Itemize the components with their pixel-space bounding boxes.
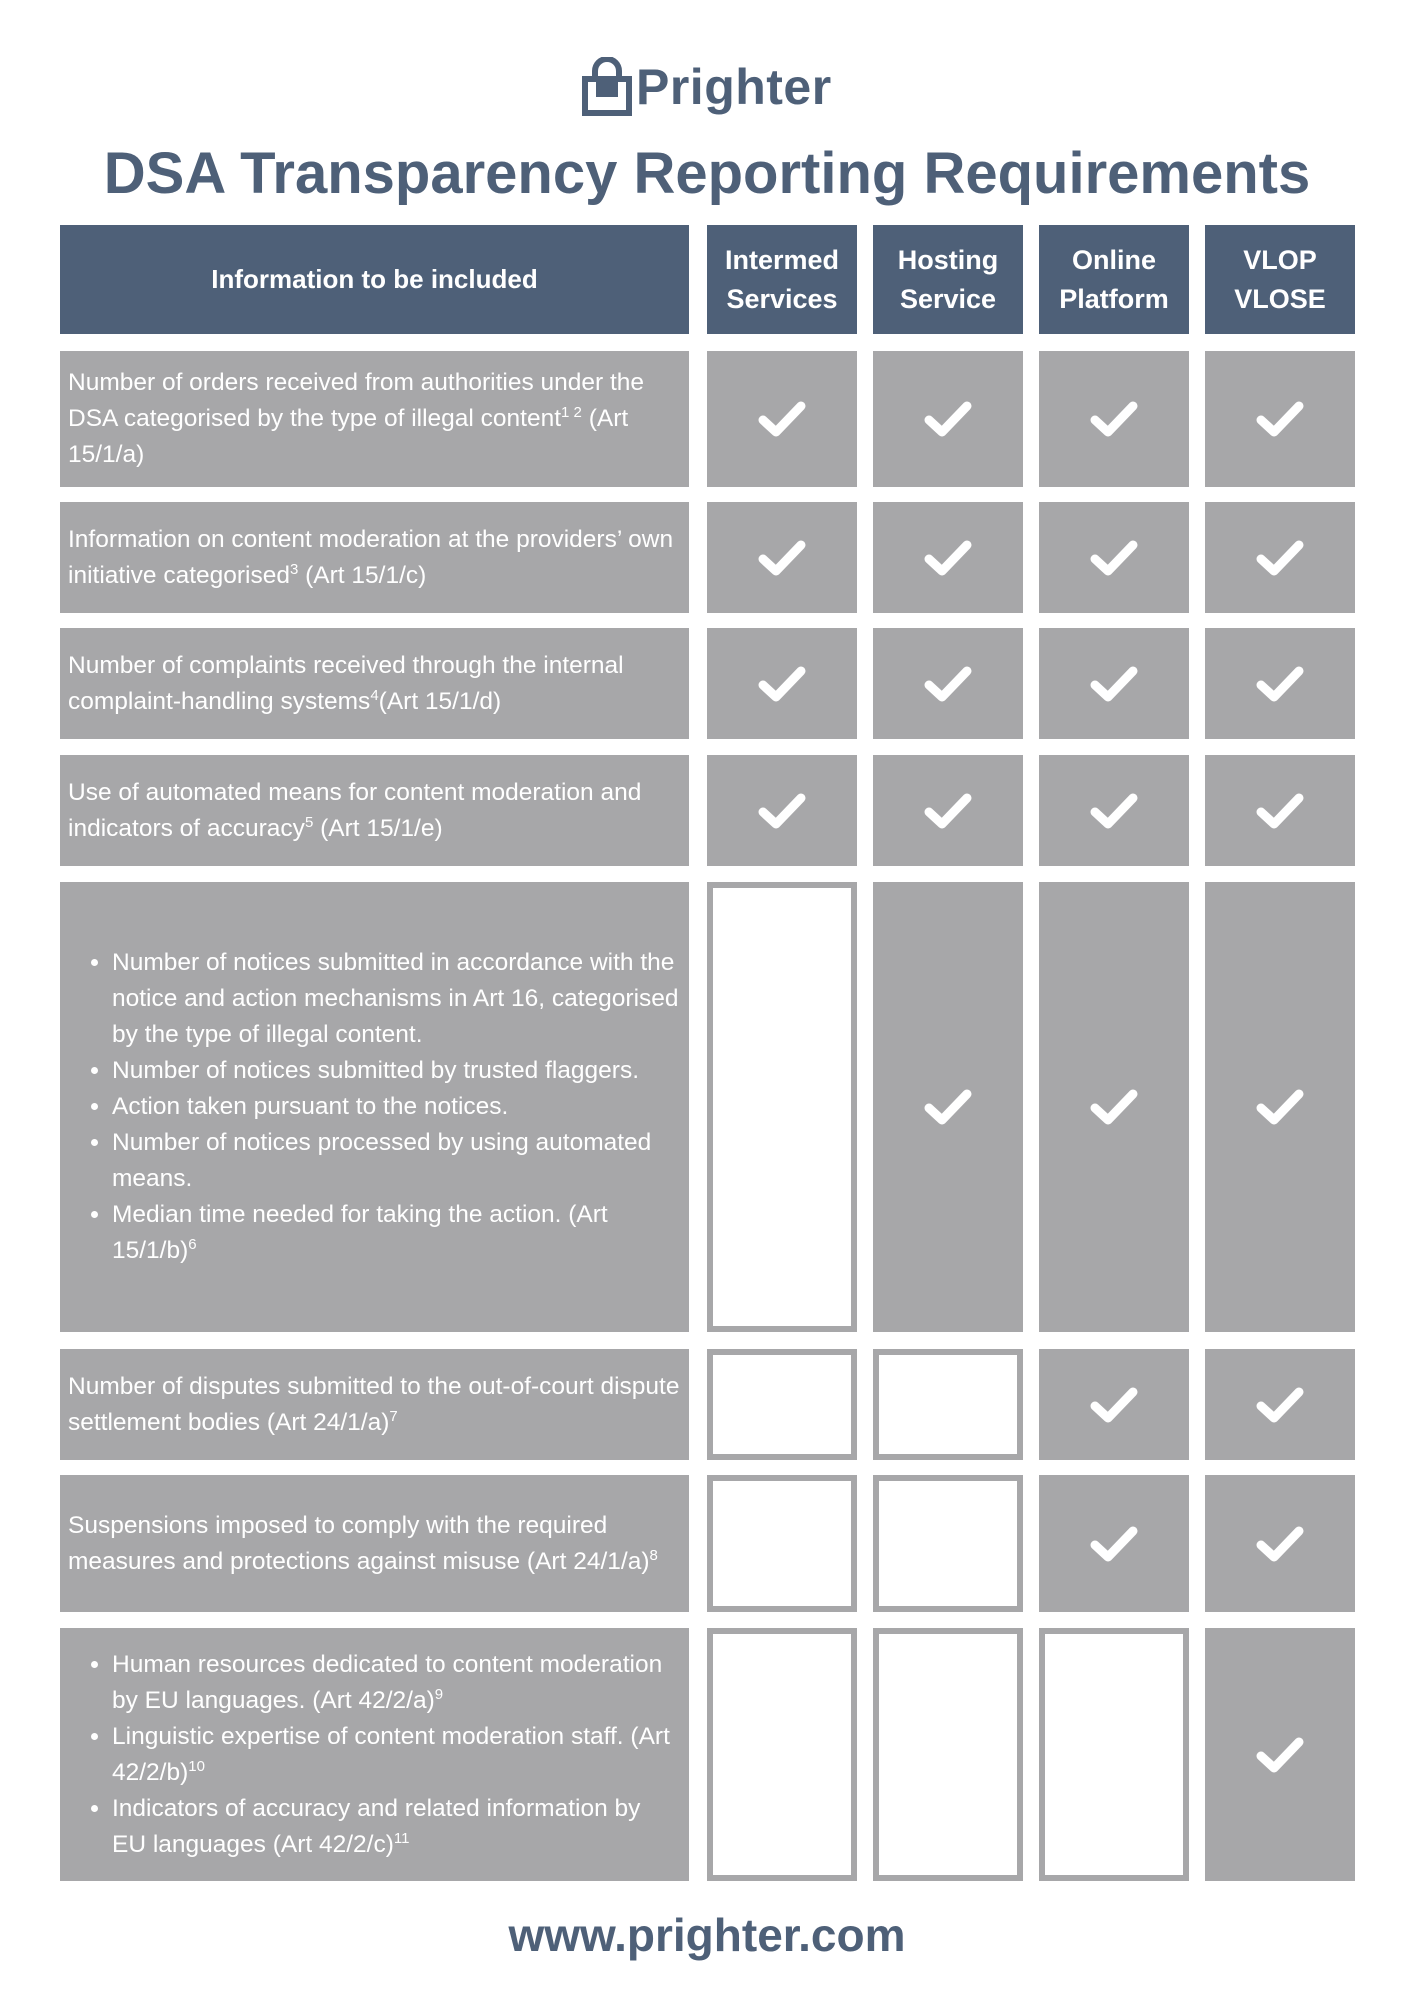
applies-cell-online-platform <box>1039 1349 1189 1460</box>
footnote-ref: 3 <box>289 560 299 578</box>
text-run: Action taken pursuant to the notices. <box>112 1093 509 1120</box>
text-run: Use of automated means for content moderation and indicators of accuracy <box>68 778 642 842</box>
footnote-ref: 10 <box>188 1757 205 1775</box>
applies-cell-vlop-vlose <box>1205 882 1355 1332</box>
text-run: Number of complaints received through the internal complaint-handling systems <box>68 651 624 715</box>
header-intermed-services <box>707 225 857 334</box>
header-line: Online <box>1071 244 1156 275</box>
padlock-logo-icon <box>582 57 632 117</box>
header-vlop-vlose <box>1205 225 1355 334</box>
applies-cell-online-platform <box>1039 1475 1189 1612</box>
applies-cell-vlop-vlose <box>1205 502 1355 613</box>
header-line: Intermed <box>724 244 840 275</box>
text-run: Number of notices submitted in accordance with the notice and action mechanisms in Art 16, categorised by the type of illegal content. <box>112 949 679 1048</box>
requirement-description <box>60 755 689 866</box>
requirement-description <box>60 351 689 487</box>
not-applicable-cell-intermed-services <box>707 1349 857 1460</box>
checkmark-icon <box>924 538 972 578</box>
applies-cell-online-platform <box>1039 502 1189 613</box>
applies-cell-hosting-service <box>873 628 1023 739</box>
checkmark-icon <box>924 399 972 439</box>
header-hosting-service <box>873 225 1023 334</box>
footnote-ref: 7 <box>389 1407 398 1425</box>
checkmark-icon <box>1090 1524 1138 1564</box>
not-applicable-cell-intermed-services <box>707 882 857 1332</box>
applies-cell-intermed-services <box>707 502 857 613</box>
applies-cell-vlop-vlose <box>1205 1475 1355 1612</box>
requirement-bullet <box>112 1053 681 1089</box>
requirement-text <box>68 365 681 473</box>
checkmark-icon <box>1256 1087 1304 1127</box>
text-run: (Art 15/1/a) <box>68 405 629 468</box>
page-title: DSA Transparency Reporting Requirements <box>103 141 1311 206</box>
requirement-bullet <box>112 945 681 1053</box>
checkmark-icon <box>758 664 806 704</box>
header-label <box>725 241 839 319</box>
requirement-bullet <box>112 1197 681 1269</box>
not-applicable-cell-intermed-services <box>707 1475 857 1612</box>
text-run: (Art 15/1/c) <box>298 561 427 589</box>
text-run: Number of orders received from authorities under the DSA categorised by the type of illegal content <box>68 369 645 432</box>
text-run: Linguistic expertise of content moderation staff. (Art 42/2/b) <box>112 1722 670 1786</box>
text-run: Number of disputes submitted to the out-of-court dispute settlement bodies (Art 24/1/a) <box>68 1372 680 1436</box>
checkmark-icon <box>1090 1385 1138 1425</box>
requirement-text <box>68 1369 681 1441</box>
footnote-ref: 1 2 <box>561 403 582 421</box>
applies-cell-online-platform <box>1039 351 1189 487</box>
checkmark-icon <box>1090 664 1138 704</box>
header-label <box>1059 241 1169 319</box>
text-run: Information on content moderation at the providers’ own initiative categorised <box>68 525 674 589</box>
header-line: VLOP <box>1243 244 1317 275</box>
footnote-ref: 5 <box>304 813 314 831</box>
checkmark-icon <box>1090 399 1138 439</box>
header-information-to-be-included: Information to be included <box>60 225 689 334</box>
text-run: Suspensions imposed to comply with the required measures and protections against misuse (Art 24/1/a) <box>68 1511 650 1575</box>
applies-cell-intermed-services <box>707 628 857 739</box>
requirement-description <box>60 502 689 613</box>
checkmark-icon <box>1256 1524 1304 1564</box>
applies-cell-online-platform <box>1039 882 1189 1332</box>
checkmark-icon <box>1090 791 1138 831</box>
applies-cell-vlop-vlose <box>1205 1349 1355 1460</box>
checkmark-icon <box>924 664 972 704</box>
checkmark-icon <box>1256 538 1304 578</box>
applies-cell-hosting-service <box>873 882 1023 1332</box>
requirement-bullet <box>112 1089 681 1125</box>
not-applicable-cell-hosting-service <box>873 1475 1023 1612</box>
footnote-ref: 6 <box>188 1235 197 1253</box>
brand-name: Prighter <box>636 59 832 115</box>
text-run: Number of notices submitted by trusted flaggers. <box>112 1057 640 1084</box>
requirement-description <box>60 882 689 1332</box>
checkmark-icon <box>758 399 806 439</box>
requirement-text <box>68 1508 681 1580</box>
applies-cell-vlop-vlose <box>1205 1628 1355 1881</box>
applies-cell-intermed-services <box>707 351 857 487</box>
requirement-text <box>68 522 681 594</box>
text-run: (Art 15/1/e) <box>313 814 443 842</box>
applies-cell-hosting-service <box>873 755 1023 866</box>
applies-cell-hosting-service <box>873 351 1023 487</box>
requirement-bullet-list <box>68 945 681 1269</box>
text-run: (Art 15/1/d) <box>378 687 502 715</box>
checkmark-icon <box>1256 791 1304 831</box>
not-applicable-cell-intermed-services <box>707 1628 857 1881</box>
footnote-ref: 4 <box>370 686 379 704</box>
requirement-bullet <box>112 1125 681 1197</box>
applies-cell-vlop-vlose <box>1205 351 1355 487</box>
checkmark-icon <box>1256 1385 1304 1425</box>
requirement-description <box>60 1628 689 1881</box>
requirement-description <box>60 1475 689 1612</box>
text-run: Number of notices processed by using automated means. <box>112 1129 652 1192</box>
footnote-ref: 8 <box>649 1546 658 1564</box>
header-line: Hosting <box>897 244 999 275</box>
not-applicable-cell-hosting-service <box>873 1628 1023 1881</box>
applies-cell-hosting-service <box>873 502 1023 613</box>
header-line: Service <box>899 283 997 314</box>
applies-cell-vlop-vlose <box>1205 628 1355 739</box>
requirement-bullet <box>112 1719 681 1791</box>
requirement-bullet <box>112 1791 681 1863</box>
applies-cell-online-platform <box>1039 755 1189 866</box>
checkmark-icon <box>1256 399 1304 439</box>
checkmark-icon <box>1256 664 1304 704</box>
text-run: Indicators of accuracy and related information by EU languages (Art 42/2/c) <box>112 1794 641 1858</box>
applies-cell-intermed-services <box>707 755 857 866</box>
not-applicable-cell-hosting-service <box>873 1349 1023 1460</box>
checkmark-icon <box>924 1087 972 1127</box>
footnote-ref: 11 <box>393 1829 410 1847</box>
header-online-platform <box>1039 225 1189 334</box>
requirement-text <box>68 775 681 847</box>
text-run: Human resources dedicated to content moderation by EU languages. (Art 42/2/a) <box>112 1650 663 1714</box>
brand-logo <box>582 50 842 124</box>
checkmark-icon <box>1256 1735 1304 1775</box>
applies-cell-online-platform <box>1039 628 1189 739</box>
text-run: Median time needed for taking the action. (Art 15/1/b) <box>112 1201 608 1264</box>
checkmark-icon <box>1090 1087 1138 1127</box>
not-applicable-cell-online-platform <box>1039 1628 1189 1881</box>
header-label <box>1234 241 1326 319</box>
checkmark-icon <box>758 538 806 578</box>
checkmark-icon <box>1090 538 1138 578</box>
requirement-bullet-list <box>68 1647 681 1863</box>
requirement-bullet <box>112 1647 681 1719</box>
footnote-ref: 9 <box>434 1685 444 1703</box>
applies-cell-vlop-vlose <box>1205 755 1355 866</box>
header-line: Platform <box>1059 283 1169 314</box>
header-line: Services <box>726 283 838 314</box>
requirement-description <box>60 628 689 739</box>
checkmark-icon <box>924 791 972 831</box>
requirement-description <box>60 1349 689 1460</box>
website-url: www.prighter.com <box>508 1909 906 1961</box>
header-label <box>898 241 999 319</box>
checkmark-icon <box>758 791 806 831</box>
header-line: VLOSE <box>1234 283 1326 314</box>
requirement-text <box>68 648 681 720</box>
